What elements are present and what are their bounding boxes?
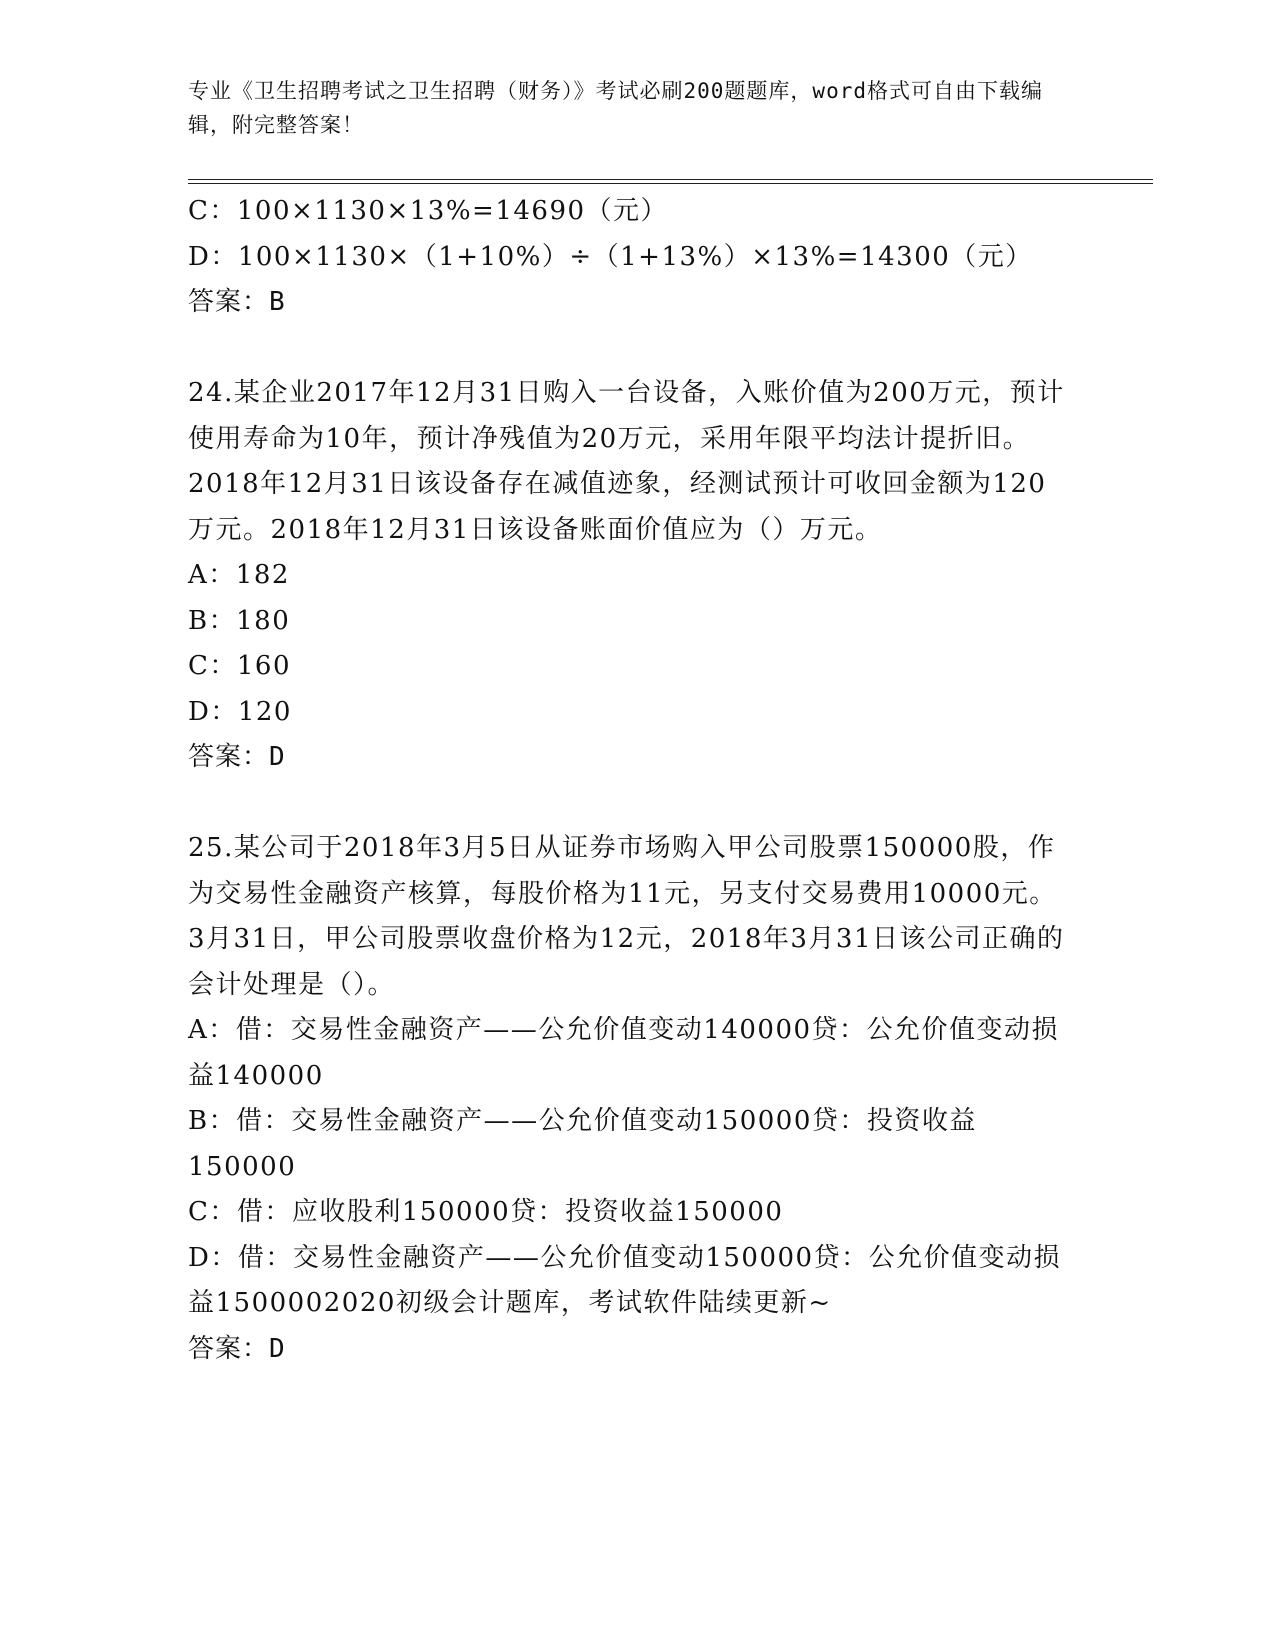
question-25: [188, 826, 1068, 1372]
document-body: [188, 189, 1068, 1372]
answer-line: 答案：D: [188, 1333, 286, 1364]
option-c: C：100×1130×13%=14690（元）: [188, 196, 669, 226]
option-a: A：182: [188, 560, 290, 590]
option-c: C：借：应收股利150000贷：投资收益150000: [188, 1197, 784, 1227]
header-divider-bottom: [188, 183, 1153, 184]
question-stem: 25.某公司于2018年3月5日从证券市场购入甲公司股票150000股，作为交易性金融资产核算，每股价格为11元，另支付交易费用10000元。3月31日，甲公司股票收盘价格为12元，2018年3月31日该公司正确的会计处理是（）。: [188, 833, 1065, 1000]
spacer: [188, 326, 1068, 372]
answer-line: 答案：D: [188, 742, 286, 772]
previous-question-tail: [188, 189, 1068, 326]
option-a: A：借：交易性金融资产——公允价值变动140000贷：公允价值变动损益140000: [188, 1015, 1060, 1091]
document-header: [188, 74, 1068, 142]
spacer: [188, 781, 1068, 827]
header-text: 专业《卫生招聘考试之卫生招聘（财务）》考试必刷200题题库，word格式可自由下载编辑，附完整答案！: [188, 79, 1043, 137]
option-b: B：借：交易性金融资产——公允价值变动150000贷：投资收益150000: [188, 1106, 977, 1182]
header-divider-top: [188, 179, 1153, 180]
option-d: D：借：交易性金融资产——公允价值变动150000贷：公允价值变动损益1500002020初级会计题库，考试软件陆续更新~: [188, 1242, 1062, 1318]
option-d: D：100×1130×（1+10%）÷（1+13%）×13%=14300（元）: [188, 241, 1033, 272]
question-stem: 24.某企业2017年12月31日购入一台设备，入账价值为200万元，预计使用寿命为10年，预计净残值为20万元，采用年限平均法计提折旧。2018年12月31日该设备存在减值迹象，经测试预计可收回金额为120万元。2018年12月31日该设备账面价值应为（）万元。: [188, 378, 1065, 545]
answer-line: 答案：B: [188, 287, 286, 317]
question-24: [188, 371, 1068, 781]
option-c: C：160: [188, 651, 292, 681]
option-b: B：180: [188, 605, 291, 636]
option-d: D：120: [188, 696, 292, 727]
